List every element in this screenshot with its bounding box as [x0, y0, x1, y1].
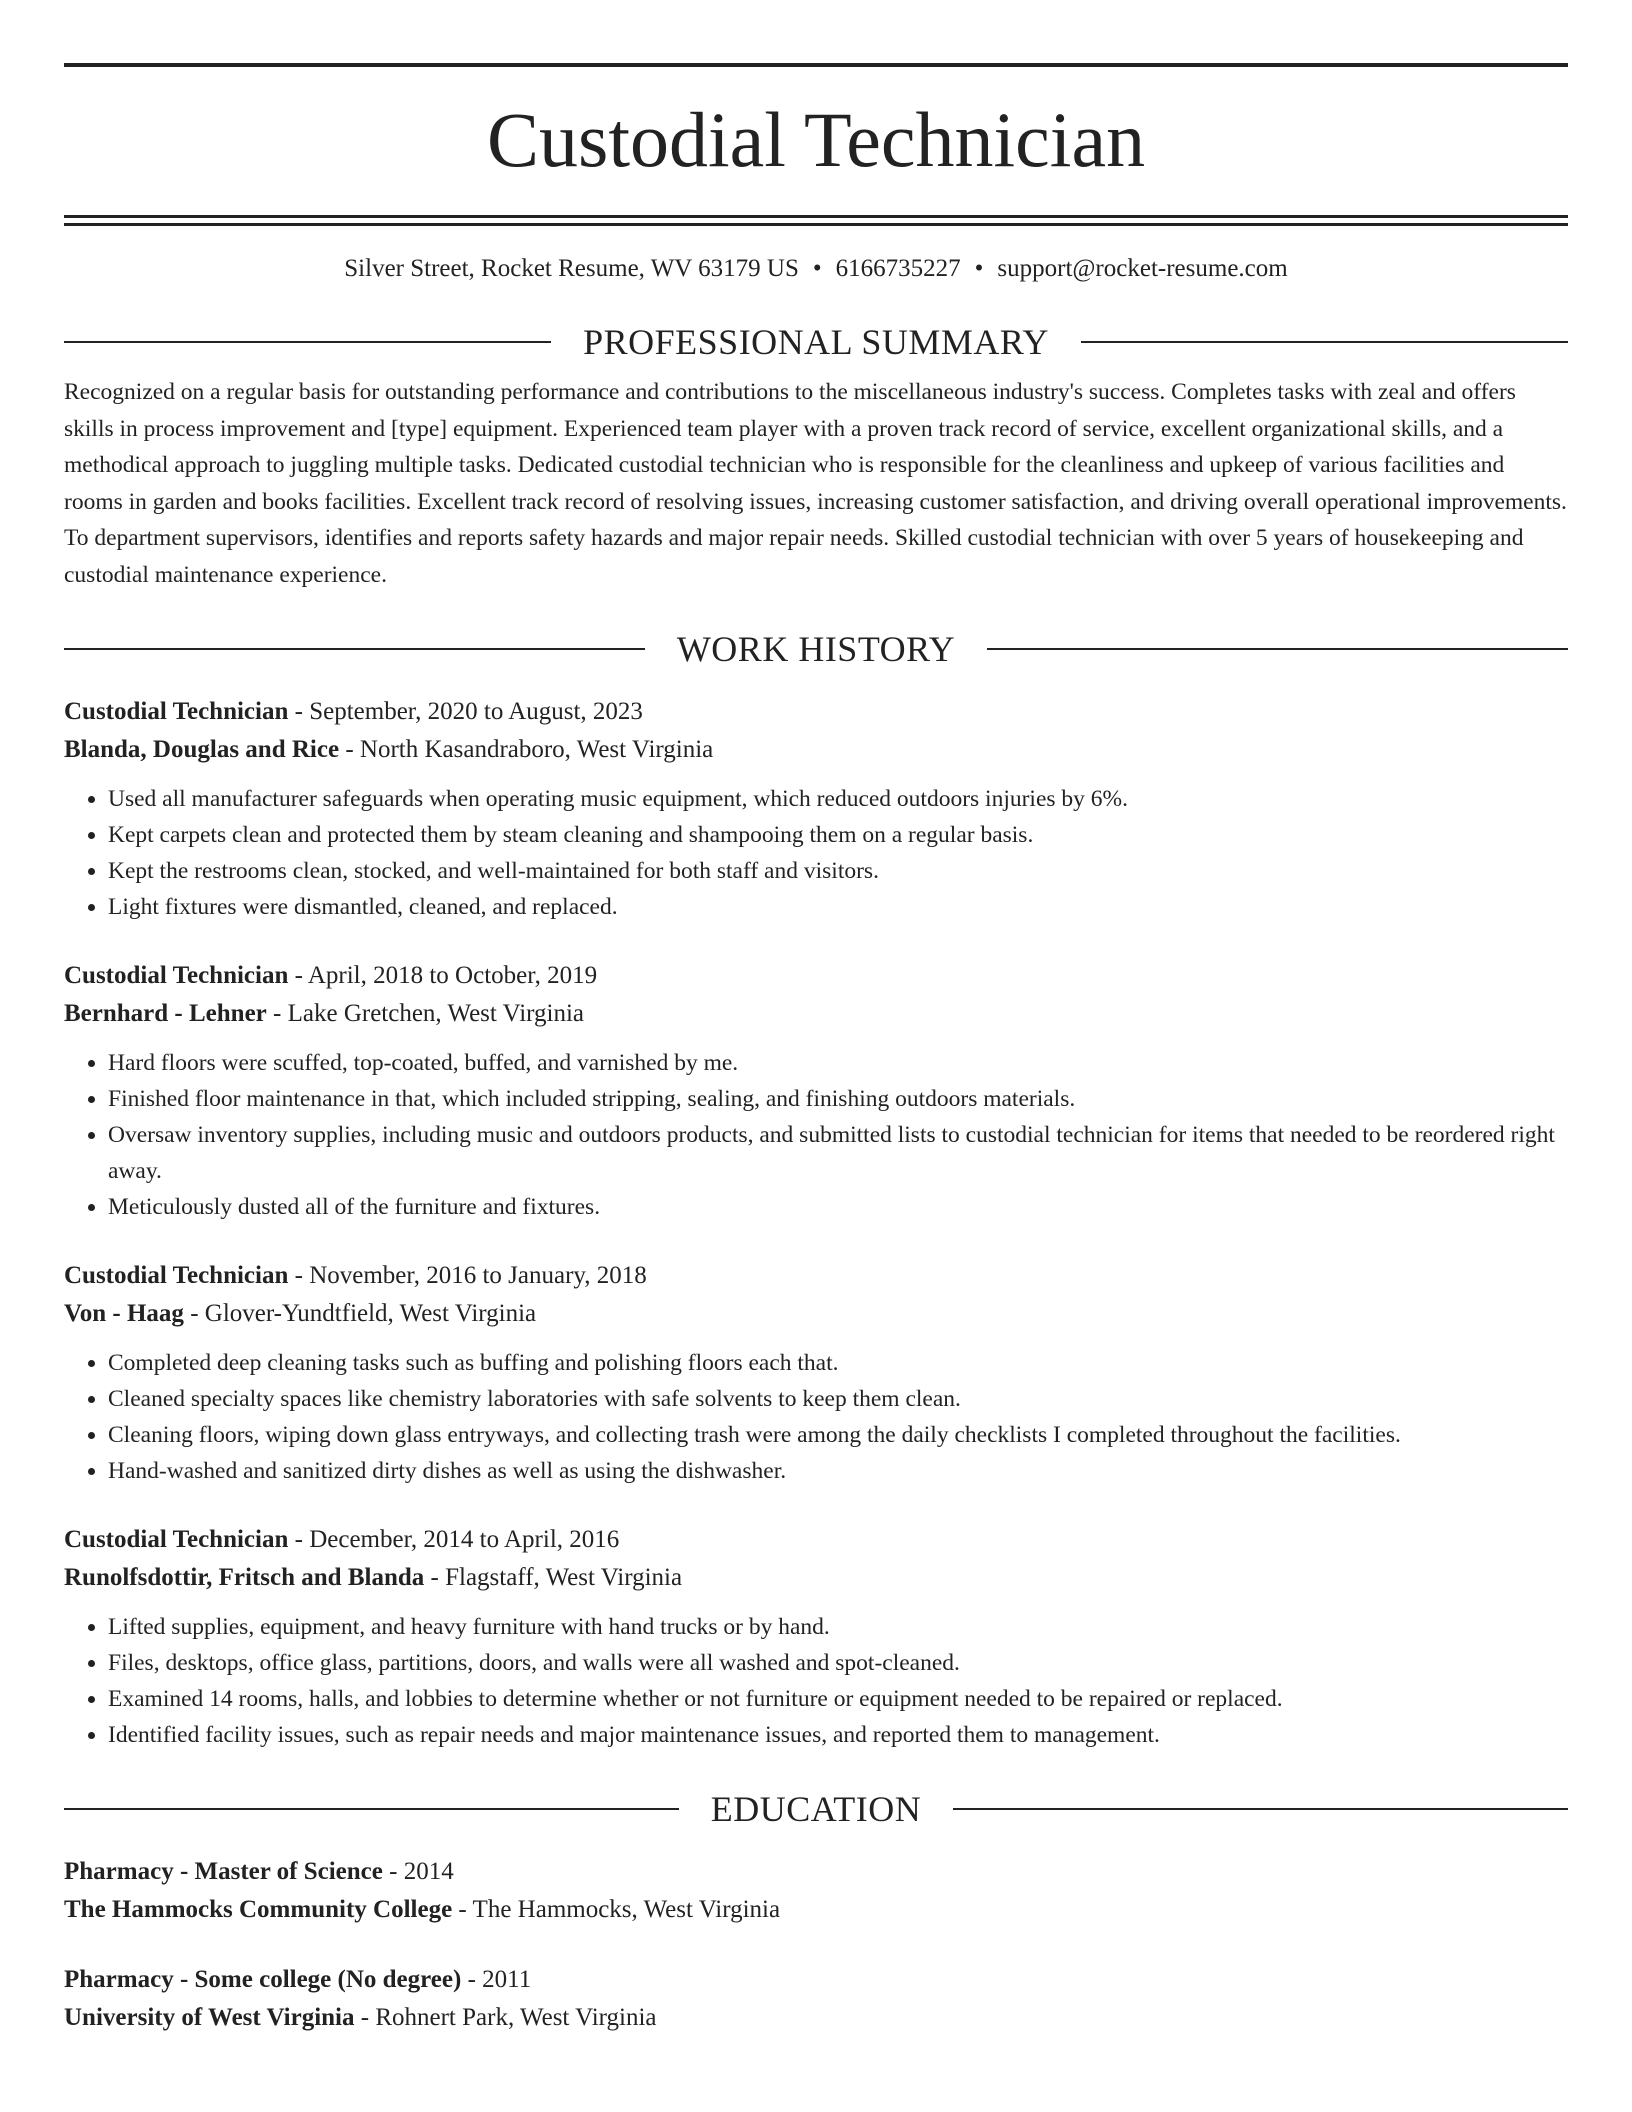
bullet-item: • Used all manufacturer safeguards when operating music equipment, which reduced outdoors injuries by 6%. [108, 781, 1568, 817]
degree-year: - 2011 [461, 1966, 532, 1993]
job-company-line [64, 995, 1568, 1033]
job-company: Blanda, Douglas and Rice [64, 736, 340, 763]
contact-separator: • [812, 255, 822, 282]
bullet-item: • Lifted supplies, equipment, and heavy furniture with hand trucks or by hand. [108, 1609, 1568, 1645]
job-bullets [64, 1609, 1568, 1753]
education-entry [64, 1853, 1568, 1929]
bullet-item: • Oversaw inventory supplies, including music and outdoors products, and submitted lists to custodial technician for items that needed to be reordered right away. [108, 1117, 1568, 1189]
resume-page [64, 63, 1568, 2037]
school: The Hammocks Community College [64, 1896, 453, 1923]
job-bullets [64, 1045, 1568, 1225]
job-location: - North Kasandraboro, West Virginia [339, 736, 714, 763]
job-title: Custodial Technician [64, 962, 289, 989]
school-location: - Rohnert Park, West Virginia [354, 2004, 657, 2031]
job-dates: - April, 2018 to October, 2019 [288, 962, 598, 989]
section-heading-work-history [64, 627, 1568, 671]
school-location: - The Hammocks, West Virginia [452, 1896, 781, 1923]
job-title: Custodial Technician [64, 1526, 289, 1553]
job-title-line [64, 693, 1568, 731]
heading-rule [987, 648, 1568, 650]
job-title-line [64, 957, 1568, 995]
job-company-line [64, 1559, 1568, 1597]
section-title: PROFESSIONAL SUMMARY [583, 322, 1049, 362]
job-entry [64, 693, 1568, 925]
job-title-line [64, 1521, 1568, 1559]
job-title: Custodial Technician [64, 1262, 289, 1289]
bullet-item: • Files, desktops, office glass, partitions, doors, and walls were all washed and spot-cleaned. [108, 1645, 1568, 1681]
school-line [64, 1891, 1568, 1929]
job-company: Bernhard - Lehner [64, 1000, 267, 1027]
section-title: EDUCATION [710, 1789, 922, 1829]
degree-year: - 2014 [382, 1858, 454, 1885]
job-location: - Lake Gretchen, West Virginia [266, 1000, 585, 1027]
contact-line [64, 252, 1568, 286]
bullet-item: • Cleaning floors, wiping down glass entryways, and collecting trash were among the daily checklists I completed throughout the facilities. [108, 1417, 1568, 1453]
job-entry [64, 1257, 1568, 1489]
job-dates: - November, 2016 to January, 2018 [288, 1262, 647, 1289]
job-bullets [64, 1345, 1568, 1489]
job-dates: - September, 2020 to August, 2023 [288, 698, 643, 725]
title-double-rule [64, 215, 1568, 218]
bullet-item: • Kept the restrooms clean, stocked, and well-maintained for both staff and visitors. [108, 853, 1568, 889]
job-company: Von - Haag [64, 1300, 184, 1327]
bullet-item: • Identified facility issues, such as repair needs and major maintenance issues, and reported them to management. [108, 1717, 1568, 1753]
bullet-item: • Meticulously dusted all of the furniture and fixtures. [108, 1189, 1568, 1225]
contact-address: Silver Street, Rocket Resume, WV 63179 US [344, 255, 799, 282]
heading-rule [1081, 341, 1568, 343]
bullet-item: • Hard floors were scuffed, top-coated, buffed, and varnished by me. [108, 1045, 1568, 1081]
job-dates: - December, 2014 to April, 2016 [288, 1526, 620, 1553]
heading-rule [64, 341, 551, 343]
job-company: Runolfsdottir, Fritsch and Blanda [64, 1564, 425, 1591]
bullet-item: • Completed deep cleaning tasks such as buffing and polishing floors each that. [108, 1345, 1568, 1381]
job-title-line [64, 1257, 1568, 1295]
job-title: Custodial Technician [64, 698, 289, 725]
degree-line [64, 1961, 1568, 1999]
bullet-item: • Finished floor maintenance in that, which included stripping, sealing, and finishing outdoors materials. [108, 1081, 1568, 1117]
top-rule [64, 63, 1568, 67]
bullet-item: • Hand-washed and sanitized dirty dishes as well as using the dishwasher. [108, 1453, 1568, 1489]
heading-rule [64, 648, 645, 650]
heading-rule [953, 1808, 1568, 1810]
school-line [64, 1999, 1568, 2037]
job-location: - Flagstaff, West Virginia [424, 1564, 683, 1591]
degree: Pharmacy - Some college (No degree) [64, 1966, 462, 1993]
bullet-item: • Cleaned specialty spaces like chemistry laboratories with safe solvents to keep them clean. [108, 1381, 1568, 1417]
bullet-item: • Kept carpets clean and protected them by steam cleaning and shampooing them on a regular basis. [108, 817, 1568, 853]
section-heading-education [64, 1787, 1568, 1831]
section-heading-summary [64, 320, 1568, 364]
education-entry [64, 1961, 1568, 2037]
degree-line [64, 1853, 1568, 1891]
contact-phone: 6166735227 [835, 255, 961, 282]
section-title: WORK HISTORY [676, 629, 956, 669]
heading-rule [64, 1808, 679, 1810]
bullet-item: • Light fixtures were dismantled, cleaned, and replaced. [108, 889, 1568, 925]
contact-separator: • [974, 255, 984, 282]
job-entry [64, 957, 1568, 1225]
resume-title: Custodial Technician [486, 96, 1146, 183]
school: University of West Virginia [64, 2004, 355, 2031]
contact-email: support@rocket-resume.com [997, 255, 1288, 282]
bullet-item: • Examined 14 rooms, halls, and lobbies to determine whether or not furniture or equipment needed to be repaired or replaced. [108, 1681, 1568, 1717]
job-bullets [64, 781, 1568, 925]
summary-text: Recognized on a regular basis for outstanding performance and contributions to the miscellaneous industry's success. Completes tasks with zeal and offers skills in process improvement and [type] equipment. Experienced team player with a proven track record of service, excellent organizational skills, and a methodical approach to juggling multiple tasks. Dedicated custodial technician who is responsible for the cleanliness and upkeep of various facilities and rooms in garden and books facilities. Excellent track record of resolving issues, increasing customer satisfaction, and driving overall operational improvements. To department supervisors, identifies and reports safety hazards and major repair needs. Skilled custodial technician with over 5 years of housekeeping and custodial maintenance experience. [64, 379, 1567, 588]
job-entry [64, 1521, 1568, 1753]
degree: Pharmacy - Master of Science [64, 1858, 383, 1885]
job-location: - Glover-Yundtfield, West Virginia [183, 1300, 537, 1327]
job-company-line [64, 731, 1568, 769]
job-company-line [64, 1295, 1568, 1333]
